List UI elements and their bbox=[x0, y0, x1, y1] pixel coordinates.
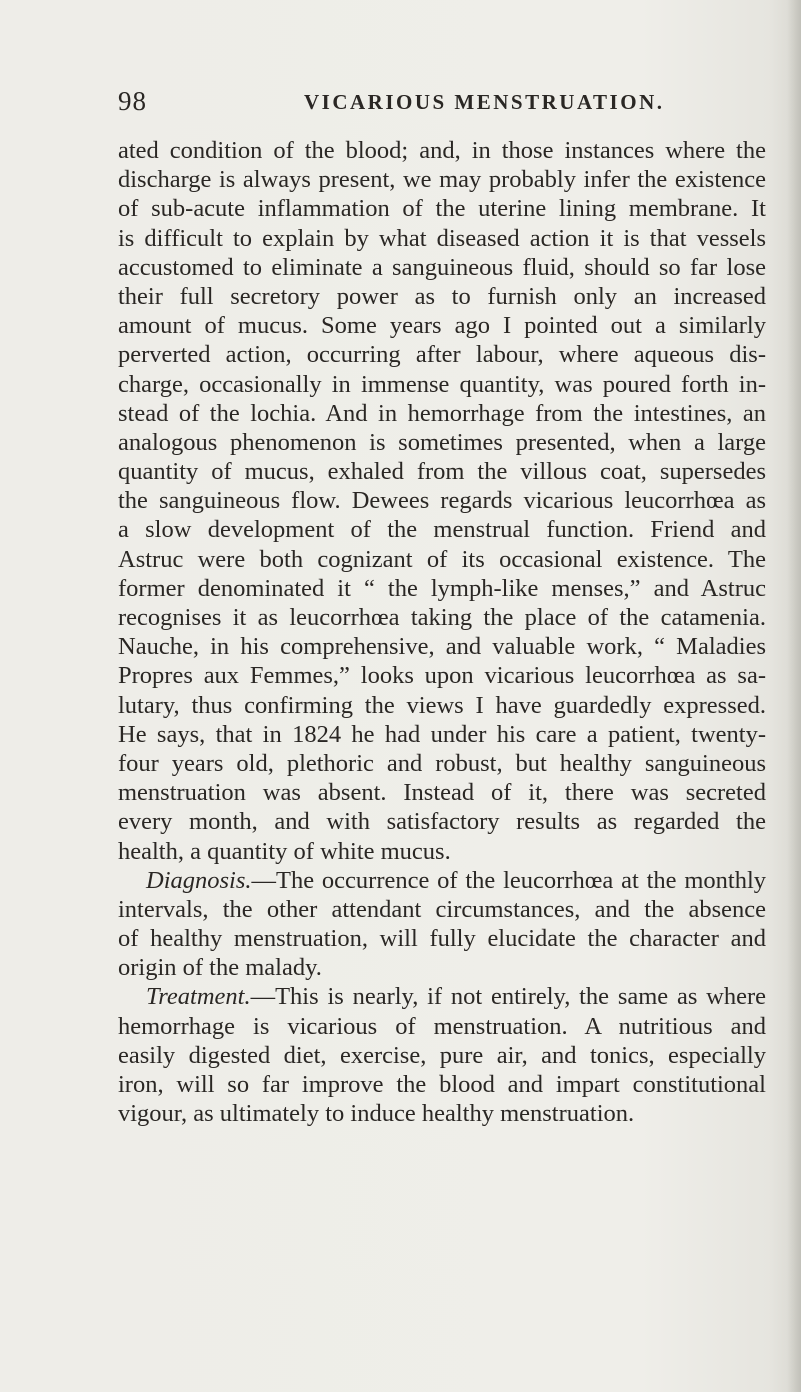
text-line: their full secretory power as to furnish only an increased bbox=[118, 282, 766, 310]
text-line: amount of mucus. Some years ago I pointed out a similarly bbox=[118, 312, 766, 340]
text-line: Propres aux Femmes,” looks upon vicarious leucorrhœa as sa- bbox=[118, 662, 766, 690]
text-line: is difficult to explain by what diseased action it is that vessels bbox=[118, 224, 766, 252]
body-text bbox=[118, 136, 766, 1128]
text-line: the sanguineous flow. Dewees regards vicarious leucorrhœa as bbox=[118, 487, 766, 515]
text-line: He says, that in 1824 he had under his care a patient, twenty- bbox=[118, 720, 766, 748]
text-line: charge, occasionally in immense quantity, was poured forth in- bbox=[118, 370, 766, 398]
text-line: analogous phenomenon is sometimes presented, when a large bbox=[118, 428, 766, 456]
diagnosis-paragraph-line bbox=[118, 866, 766, 895]
text-line: vigour, as ultimately to induce healthy menstruation. bbox=[118, 1100, 635, 1128]
text-line: easily digested diet, exercise, pure air, and tonics, especially bbox=[118, 1041, 766, 1069]
text-line: iron, will so far improve the blood and impart constitutional bbox=[118, 1071, 766, 1098]
text-line: four years old, plethoric and robust, but healthy sanguineous bbox=[118, 749, 766, 777]
running-head bbox=[118, 86, 758, 126]
text-line: Astruc were both cognizant of its occasional existence. The bbox=[118, 545, 766, 573]
text-line: accustomed to eliminate a sanguineous fluid, should so far lose bbox=[118, 253, 766, 281]
treatment-paragraph-line bbox=[118, 982, 766, 1011]
text-line: recognises it as leucorrhœa taking the place of the catamenia. bbox=[118, 604, 766, 631]
text-line: ated condition of the blood; and, in those instances where the bbox=[118, 137, 766, 164]
text-line: lutary, thus confirming the views I have guardedly expressed. bbox=[118, 691, 766, 719]
text-line: origin of the malady. bbox=[118, 954, 322, 982]
text-line: Nauche, in his comprehensive, and valuable work, “ Maladies bbox=[118, 633, 766, 661]
text-line: discharge is always present, we may probably infer the existence bbox=[118, 166, 766, 194]
text-line: menstruation was absent. Instead of it, there was secreted bbox=[118, 779, 766, 807]
page-edge-shadow bbox=[787, 0, 801, 1392]
text-line: former denominated it “ the lymph-like menses,” and Astruc bbox=[118, 574, 766, 602]
text-line: every month, and with satisfactory results as regarded the bbox=[118, 808, 766, 836]
diagnosis-text: —The occurrence of the leucorrhœa at the monthly bbox=[251, 866, 766, 894]
text-line: perverted action, occurring after labour, where aqueous dis- bbox=[118, 341, 766, 369]
diagnosis-heading: Diagnosis. bbox=[146, 866, 252, 894]
text-line: hemorrhage is vicarious of menstruation. A nutritious and bbox=[118, 1012, 766, 1040]
text-line: health, a quantity of white mucus. bbox=[118, 837, 451, 865]
text-line: stead of the lochia. And in hemorrhage from the intestines, an bbox=[118, 399, 766, 427]
text-line: of sub-acute inflammation of the uterine lining membrane. It bbox=[118, 195, 766, 223]
treatment-text: —This is nearly, if not entirely, the same as where bbox=[250, 983, 766, 1011]
text-line: of healthy menstruation, will fully elucidate the character and bbox=[118, 925, 766, 953]
text-line: quantity of mucus, exhaled from the villous coat, supersedes bbox=[118, 458, 766, 486]
text-line: intervals, the other attendant circumstances, and the absence bbox=[118, 895, 766, 923]
running-title: VICARIOUS MENSTRUATION. bbox=[304, 90, 665, 114]
page-number: 98 bbox=[118, 86, 147, 116]
treatment-heading: Treatment. bbox=[146, 983, 251, 1011]
text-line: a slow development of the menstrual function. Friend and bbox=[118, 516, 766, 544]
